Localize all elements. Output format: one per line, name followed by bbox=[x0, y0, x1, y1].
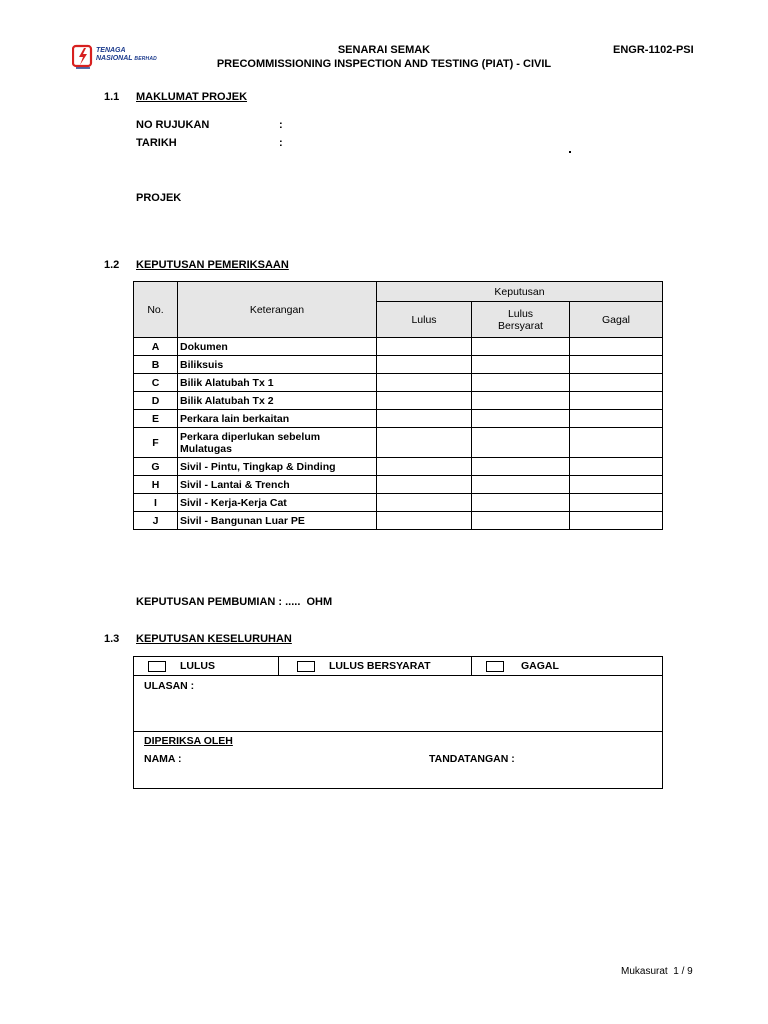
logo-line1: TENAGA bbox=[96, 47, 126, 54]
no-rujukan-colon: : bbox=[279, 119, 283, 131]
row-code: A bbox=[134, 338, 178, 356]
row-code: E bbox=[134, 410, 178, 428]
lulus-bersyarat-option-label: LULUS BERSYARAT bbox=[329, 660, 431, 672]
cell-gagal[interactable] bbox=[570, 476, 663, 494]
logo-line3: BERHAD bbox=[134, 56, 157, 62]
table-row bbox=[134, 494, 663, 512]
cell-lulus-bersyarat[interactable] bbox=[472, 512, 570, 530]
row-code: I bbox=[134, 494, 178, 512]
header-keterangan: Keterangan bbox=[178, 282, 377, 338]
cell-lulus[interactable] bbox=[377, 374, 472, 392]
section-1-2-number: 1.2 bbox=[104, 259, 120, 271]
cell-lulus[interactable] bbox=[377, 458, 472, 476]
lulus-option-label: LULUS bbox=[180, 660, 215, 672]
table-row bbox=[134, 428, 663, 458]
cell-lulus[interactable] bbox=[377, 356, 472, 374]
overall-options-row bbox=[134, 657, 662, 676]
option-divider bbox=[278, 657, 279, 675]
cell-lulus[interactable] bbox=[377, 410, 472, 428]
projek-label: PROJEK bbox=[136, 192, 182, 204]
lulus-bersyarat-checkbox[interactable] bbox=[297, 661, 315, 672]
row-desc: Perkara diperlukan sebelum Mulatugas bbox=[178, 428, 377, 458]
row-code: F bbox=[134, 428, 178, 458]
cell-gagal[interactable] bbox=[570, 356, 663, 374]
section-1-2-title: KEPUTUSAN PEMERIKSAAN bbox=[136, 259, 289, 271]
tarikh-colon: : bbox=[279, 137, 283, 149]
cell-gagal[interactable] bbox=[570, 338, 663, 356]
cell-gagal[interactable] bbox=[570, 494, 663, 512]
row-desc: Sivil - Lantai & Trench bbox=[178, 476, 377, 494]
row-code: G bbox=[134, 458, 178, 476]
row-desc: Sivil - Bangunan Luar PE bbox=[178, 512, 377, 530]
row-desc: Sivil - Pintu, Tingkap & Dinding bbox=[178, 458, 377, 476]
cell-lulus[interactable] bbox=[377, 512, 472, 530]
gagal-option-label: GAGAL bbox=[521, 660, 559, 672]
table-row bbox=[134, 512, 663, 530]
row-desc: Perkara lain berkaitan bbox=[178, 410, 377, 428]
stray-dot bbox=[569, 151, 571, 153]
title-line2: PRECOMMISSIONING INSPECTION AND TESTING (PIAT) - CIVIL bbox=[216, 58, 552, 70]
header-lulus-bersyarat-line1: Lulus bbox=[507, 307, 534, 320]
cell-lulus-bersyarat[interactable] bbox=[472, 458, 570, 476]
row-code: D bbox=[134, 392, 178, 410]
row-code: B bbox=[134, 356, 178, 374]
cell-lulus-bersyarat[interactable] bbox=[472, 428, 570, 458]
pembumian-line: KEPUTUSAN PEMBUMIAN : ..... OHM bbox=[136, 596, 333, 608]
overall-result-box bbox=[133, 656, 663, 789]
cell-lulus-bersyarat[interactable] bbox=[472, 392, 570, 410]
doc-code: ENGR-1102-PSI bbox=[613, 44, 694, 56]
cell-lulus-bersyarat[interactable] bbox=[472, 338, 570, 356]
row-desc: Bilik Alatubah Tx 2 bbox=[178, 392, 377, 410]
tarikh-label: TARIKH bbox=[136, 137, 177, 149]
cell-lulus-bersyarat[interactable] bbox=[472, 494, 570, 512]
header-lulus-bersyarat-line2: Bersyarat bbox=[498, 319, 543, 332]
cell-gagal[interactable] bbox=[570, 428, 663, 458]
row-desc: Dokumen bbox=[178, 338, 377, 356]
nama-label: NAMA : bbox=[144, 753, 182, 765]
option-divider bbox=[471, 657, 472, 675]
row-desc: Sivil - Kerja-Kerja Cat bbox=[178, 494, 377, 512]
table-row bbox=[134, 476, 663, 494]
header-no: No. bbox=[134, 282, 178, 338]
section-1-3-title: KEPUTUSAN KESELURUHAN bbox=[136, 633, 292, 645]
section-1-1-number: 1.1 bbox=[104, 91, 120, 103]
tandatangan-label: TANDATANGAN : bbox=[429, 753, 515, 765]
section-1-3-number: 1.3 bbox=[104, 633, 120, 645]
row-desc: Bilik Alatubah Tx 1 bbox=[178, 374, 377, 392]
cell-lulus[interactable] bbox=[377, 494, 472, 512]
header-gagal: Gagal bbox=[570, 302, 663, 338]
diperiksa-oleh-label: DIPERIKSA OLEH bbox=[144, 735, 233, 747]
box-divider bbox=[134, 731, 662, 732]
row-code: C bbox=[134, 374, 178, 392]
table-row bbox=[134, 338, 663, 356]
row-desc: Biliksuis bbox=[178, 356, 377, 374]
logo-line2: NASIONAL bbox=[96, 55, 133, 62]
row-code: H bbox=[134, 476, 178, 494]
cell-lulus-bersyarat[interactable] bbox=[472, 374, 570, 392]
table-row bbox=[134, 392, 663, 410]
inspection-table bbox=[133, 281, 663, 530]
cell-gagal[interactable] bbox=[570, 410, 663, 428]
lulus-checkbox[interactable] bbox=[148, 661, 166, 672]
no-rujukan-label: NO RUJUKAN bbox=[136, 119, 210, 131]
table-row bbox=[134, 356, 663, 374]
cell-lulus[interactable] bbox=[377, 428, 472, 458]
section-1-1-title: MAKLUMAT PROJEK bbox=[136, 91, 248, 103]
gagal-checkbox[interactable] bbox=[486, 661, 504, 672]
cell-gagal[interactable] bbox=[570, 458, 663, 476]
cell-gagal[interactable] bbox=[570, 512, 663, 530]
header-keputusan: Keputusan bbox=[377, 282, 663, 302]
table-row bbox=[134, 458, 663, 476]
row-code: J bbox=[134, 512, 178, 530]
ulasan-label: ULASAN : bbox=[144, 680, 195, 692]
header-lulus-bersyarat bbox=[472, 302, 570, 338]
cell-lulus[interactable] bbox=[377, 476, 472, 494]
cell-lulus[interactable] bbox=[377, 338, 472, 356]
cell-lulus-bersyarat[interactable] bbox=[472, 476, 570, 494]
cell-gagal[interactable] bbox=[570, 392, 663, 410]
page-number: Mukasurat 1 / 9 bbox=[621, 966, 693, 977]
cell-gagal[interactable] bbox=[570, 374, 663, 392]
title-line1: SENARAI SEMAK bbox=[337, 44, 431, 56]
cell-lulus[interactable] bbox=[377, 392, 472, 410]
cell-lulus-bersyarat[interactable] bbox=[472, 410, 570, 428]
header-lulus: Lulus bbox=[377, 302, 472, 338]
table-row bbox=[134, 374, 663, 392]
table-row bbox=[134, 410, 663, 428]
cell-lulus-bersyarat[interactable] bbox=[472, 356, 570, 374]
